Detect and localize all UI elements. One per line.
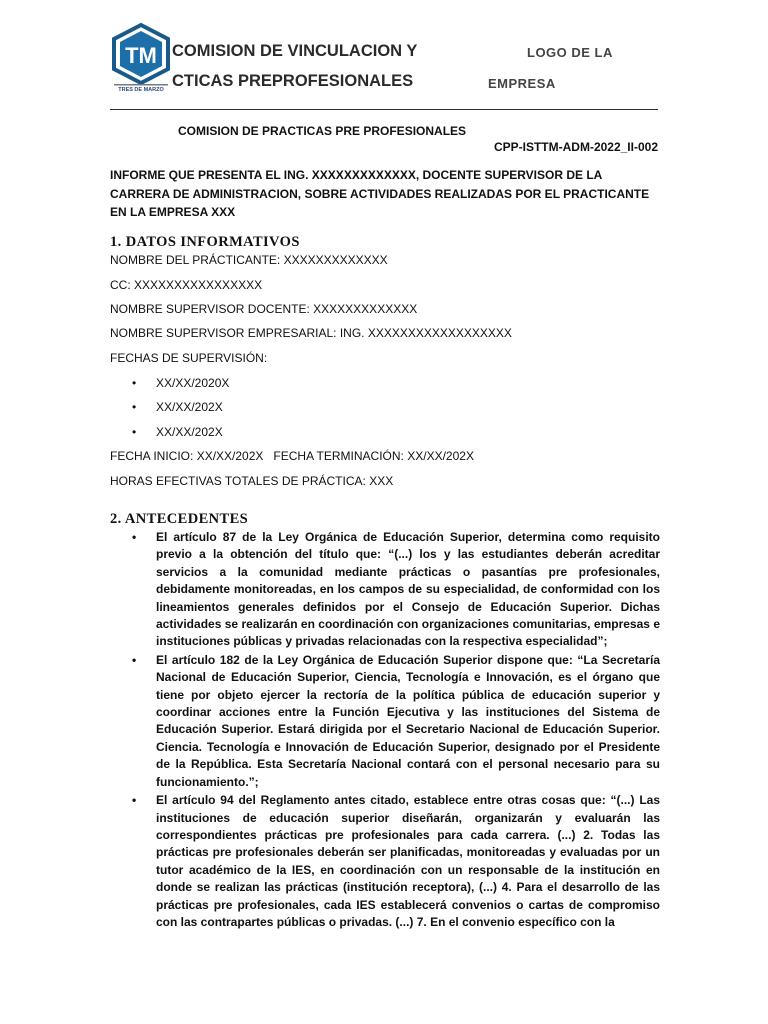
header-title-line2: CTICAS PREPROFESIONALES — [172, 72, 414, 90]
field-label: HORAS EFECTIVAS TOTALES DE PRÁCTICA: — [110, 474, 366, 488]
cc-field — [110, 278, 262, 292]
field-value: XXXXXXXXXXXXX — [283, 253, 388, 267]
supervision-date-item — [132, 400, 223, 414]
field-label: NOMBRE DEL PRÁCTICANTE: — [110, 253, 281, 267]
field-value: ING. XXXXXXXXXXXXXXXXXX — [339, 326, 512, 340]
bullet-icon: • — [132, 652, 137, 667]
bullet-icon: • — [132, 376, 137, 390]
field-value: XXXXXXXXXXXXXXXX — [134, 278, 263, 292]
svg-text:TRES DE MARZO: TRES DE MARZO — [118, 87, 164, 93]
start-end-dates-field — [110, 449, 474, 463]
field-label: NOMBRE SUPERVISOR EMPRESARIAL: — [110, 326, 337, 340]
supervision-date-item — [132, 425, 223, 439]
end-value: XX/XX/202X — [407, 449, 474, 463]
list-item: • El artículo 87 de la Ley Orgánica de Educación Superior, determina como requisito previo a la obtención del título que: “(...) los y las estudiantes deberán acreditar servicios a la comunidad mediante prácticas o pasantías pre profesionales, debidamente monitoreadas, en los campos de su especialidad, de conformidad con los lineamientos generales definidos por el Consejo de Educación Superior. Dichas actividades se realizarán en coordinación con organizaciones comunitarias, empresas e instituciones públicas y privadas relacionadas con la respectiva especialidad”; — [132, 530, 660, 649]
supervision-date-item — [132, 376, 229, 390]
header-divider — [110, 109, 658, 110]
start-label: FECHA INICIO: — [110, 449, 194, 463]
teacher-supervisor-field — [110, 302, 417, 316]
svg-text:TM: TM — [125, 43, 157, 68]
report-intro: INFORME QUE PRESENTA EL ING. XXXXXXXXXXXXX, DOCENTE SUPERVISOR DE LA CARRERA DE ADMINISTRACION, SOBRE ACTIVIDADES REALIZADAS POR EL PRACTICANTE EN LA EMPRESA XXX — [110, 168, 650, 219]
field-value: XXXXXXXXXXXXX — [313, 302, 418, 316]
bullet-icon: • — [132, 530, 137, 544]
section1-title: 1. DATOS INFORMATIVOS — [110, 234, 300, 250]
document-code: CPP-ISTTM-ADM-2022_II-002 — [493, 140, 658, 154]
bullet-icon: • — [132, 793, 137, 808]
list-item: • El artículo 182 de la Ley Orgánica de Educación Superior dispone que: “La Secretaría Nacional de Educación Superior, Ciencia, Tecnología e Innovación, es el órgano que tiene por objeto ejercer la rectoría de la política pública de educación superior y coordinar acciones entre la Función Ejecutiva y las instituciones del Sistema de Educación Superior. Estará dirigida por el Secretario Nacional de Educación Superior. Ciencia. Tecnología e Innovación de Educación Superior, designado por el Presidente de la República. Esta Secretaría Nacional contará con el personal necesario para su funcionamiento.”; — [132, 652, 660, 789]
antecedents-list — [132, 529, 660, 932]
list-item: • El artículo 94 del Reglamento antes citado, establece entre otras cosas que: “(...) Las instituciones de educación superior diseñarán, organizarán y evaluarán las correspondientes prácticas pre profesionales para cada carrera. (...) 2. Todas las prácticas pre profesionales deberán ser planificadas, monitoreadas y evaluadas por un tutor académico de la IES, en coordinación con un responsable de la institución en donde se realizan las prácticas (institución receptora), (...) 4. Para el desarrollo de las prácticas pre profesionales, cada IES establecerá convenios o cartas de compromiso con las contrapartes públicas o privadas. (...) 7. En el convenio específico con la — [132, 793, 660, 929]
bullet-icon: • — [132, 425, 137, 439]
field-label: NOMBRE SUPERVISOR DOCENTE: — [110, 302, 310, 316]
end-label: FECHA TERMINACIÓN: — [273, 449, 404, 463]
header-title-line1: COMISION DE VINCULACION Y — [172, 42, 418, 60]
bullet-icon: • — [132, 400, 137, 414]
company-logo-placeholder-line2: EMPRESA — [488, 76, 556, 91]
section2-title: 2. ANTECEDENTES — [110, 511, 249, 527]
field-label: CC: — [110, 278, 131, 292]
company-logo-placeholder-line1: LOGO DE LA — [527, 45, 613, 60]
supervision-dates-label: FECHAS DE SUPERVISIÓN: — [110, 351, 268, 365]
commission-name: COMISION DE PRACTICAS PRE PROFESIONALES — [178, 124, 467, 138]
field-value: XXX — [369, 474, 394, 488]
date-value: XX/XX/202X — [156, 425, 223, 439]
start-value: XX/XX/202X — [196, 449, 264, 463]
date-value: XX/XX/202X — [156, 400, 223, 414]
date-value: XX/XX/2020X — [156, 376, 230, 390]
student-name-field — [110, 253, 388, 267]
institute-logo — [108, 22, 174, 94]
total-hours-field — [110, 474, 393, 488]
company-supervisor-field — [110, 326, 512, 340]
